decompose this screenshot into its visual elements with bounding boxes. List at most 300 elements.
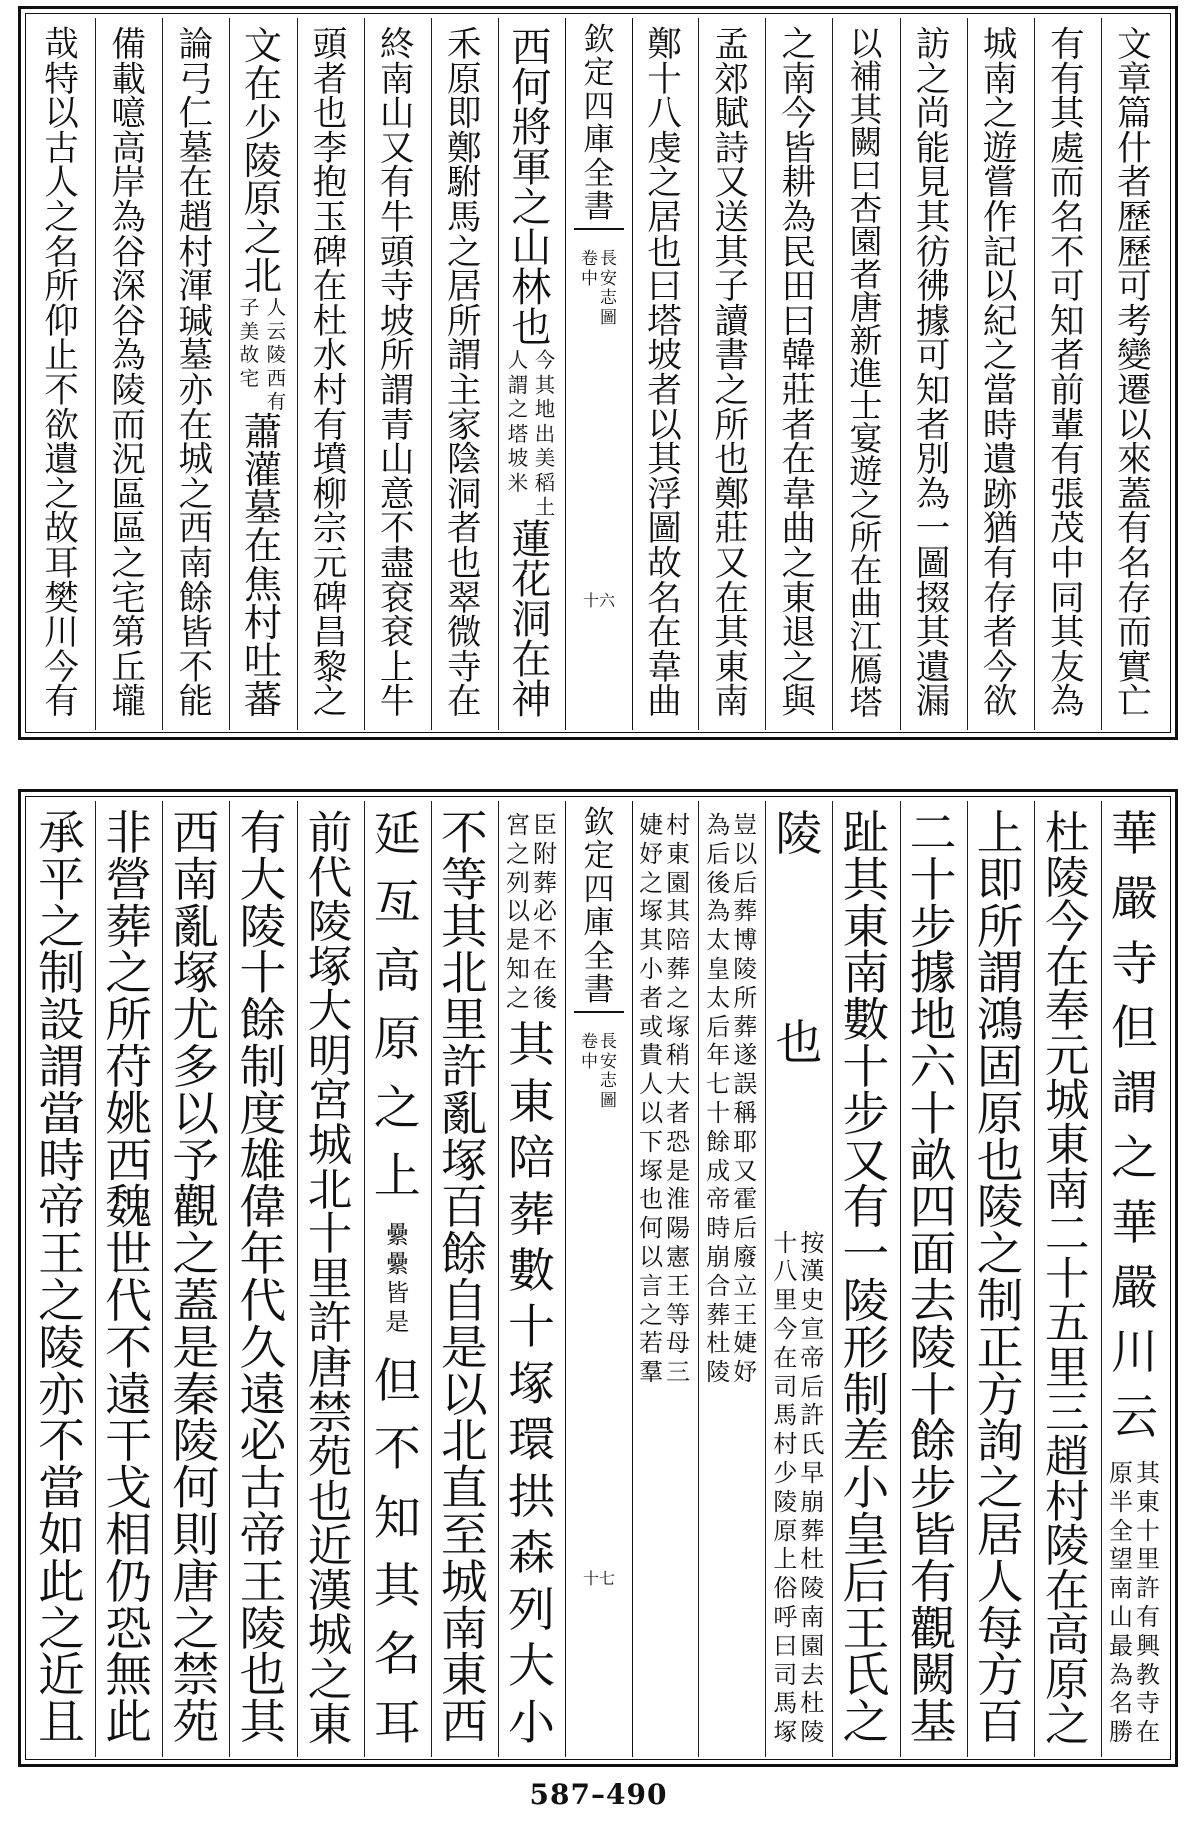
main-text-char: 碑: [312, 232, 348, 273]
main-text-char: 洞: [511, 596, 552, 643]
main-text-char: 禁: [307, 1386, 353, 1439]
main-text-char: 西: [172, 807, 220, 861]
main-text-char: 者: [447, 509, 482, 550]
main-text-char: 亂: [172, 900, 220, 955]
main-text-char: 之: [781, 25, 817, 65]
main-text-char: 哉: [44, 25, 79, 65]
main-text-char: 止: [44, 336, 79, 377]
main-text-char: 在: [647, 613, 682, 654]
main-text-char: 可: [1117, 267, 1152, 308]
main-text-char: 莊: [781, 370, 817, 411]
main-text-char: 之: [511, 185, 552, 232]
note-line: 人 云 陵 西 有: [266, 296, 287, 414]
main-text-char: 焦: [243, 562, 283, 608]
main-text-char: 前: [307, 807, 353, 859]
main-text-char: 猶: [982, 509, 1018, 550]
main-text-char: 西: [105, 1134, 153, 1189]
text-column: [903, 807, 963, 1751]
main-text-char: 子: [714, 267, 749, 308]
note-line: 今 其 地 出 美 稻 土: [534, 348, 556, 520]
main-text-char: 青: [379, 405, 415, 446]
main-text-char: 村: [178, 232, 214, 273]
main-text-char: 園: [849, 221, 883, 261]
main-text-char: 以: [982, 267, 1018, 308]
main-text-char: 宴: [849, 419, 883, 459]
main-text-char: 二: [1045, 1208, 1090, 1261]
main-text-char: 久: [239, 1321, 287, 1376]
main-text-char: 蓋: [1117, 474, 1152, 515]
main-text-char: 遊: [849, 452, 883, 492]
main-text-char: 高: [1045, 1609, 1090, 1662]
main-text-char: 許: [440, 1040, 488, 1095]
main-text-char: 袞: [379, 613, 415, 654]
main-text-char: 而: [1050, 163, 1085, 204]
main-text-char: 曲: [849, 584, 883, 624]
main-text-char: 平: [38, 853, 85, 908]
main-text-char: 存: [1117, 578, 1152, 619]
main-text-char: 袞: [379, 578, 415, 619]
main-text-char: 知: [373, 1490, 421, 1546]
main-text-char: 備: [111, 25, 146, 65]
main-text-char: 塚: [440, 1134, 488, 1189]
main-text-char: 其: [440, 900, 488, 955]
note-line: 纍 纍 皆 是: [385, 1221, 410, 1336]
column-rule: [832, 801, 833, 1757]
main-text-char: 無: [105, 1649, 153, 1704]
main-text-char: 南: [1045, 1163, 1090, 1216]
main-text-char: 韋: [647, 647, 682, 688]
main-text-char: 駙: [447, 163, 482, 204]
main-text-char: 也: [976, 1134, 1024, 1189]
main-text-char: 柳: [312, 474, 348, 515]
main-text-char: 鴈: [849, 650, 883, 690]
main-text-char: 塔: [647, 301, 682, 342]
main-text-char: 第: [111, 613, 146, 654]
main-text-char: 原: [1045, 1653, 1090, 1706]
main-text-char: 形: [842, 1321, 890, 1376]
main-text-char: 所: [105, 994, 153, 1049]
main-text-char: 帝: [38, 1181, 85, 1236]
main-text-char: 頭: [312, 25, 348, 65]
main-text-char: 所: [447, 301, 482, 342]
volume-label: [566, 250, 632, 328]
main-text-char: 也: [447, 543, 482, 584]
main-text-char: 其: [1050, 613, 1085, 654]
main-text-char: 王: [842, 1602, 890, 1657]
volume-label: [566, 1033, 632, 1111]
main-text-char: 其: [239, 1696, 287, 1751]
main-text-char: 年: [239, 1228, 287, 1283]
main-text-char: 大: [307, 985, 353, 1038]
main-text-char: 在: [243, 62, 283, 108]
main-text-char: 代: [307, 851, 353, 904]
main-text-char: 江: [849, 617, 883, 657]
main-text-char: 十: [909, 853, 957, 908]
main-text-char: 十: [647, 59, 682, 100]
main-text-char: 基: [909, 1696, 957, 1751]
main-text-char: 見: [915, 163, 951, 204]
main-text-char: 之: [312, 682, 348, 723]
main-text-char: 闕: [909, 1649, 957, 1704]
main-text-char: 南: [178, 543, 214, 584]
main-text-char: 南: [714, 682, 749, 723]
main-text-char: 知: [1050, 301, 1085, 342]
main-text-char: 禁: [172, 1649, 220, 1704]
main-text-char: 欲: [44, 405, 79, 446]
main-text-char: 西: [178, 509, 214, 550]
main-text-char: 而: [1117, 613, 1152, 654]
main-text-char: 輩: [1050, 405, 1085, 446]
note-line: 宮 之 列 以 是 知 之: [505, 811, 530, 1012]
main-text-char: 塚: [507, 1356, 555, 1412]
main-text-char: 在: [781, 440, 817, 481]
main-text-char: 其: [1050, 94, 1085, 135]
main-text-char: 什: [1117, 128, 1152, 169]
main-text-char: 秦: [172, 1368, 220, 1423]
main-text-char: 方: [976, 1649, 1024, 1704]
column-rule: [1034, 18, 1035, 730]
fold-gutter: [565, 18, 633, 730]
text-column: [1037, 807, 1097, 1751]
main-text-char: 南: [440, 1602, 488, 1657]
main-text-char: 耳: [44, 543, 79, 584]
main-text-char: 坡: [379, 301, 415, 342]
main-text-char: 東: [307, 1698, 353, 1751]
main-text-char: 禾: [447, 25, 482, 65]
book-title: 長 安 志 圖: [600, 1032, 617, 1111]
main-text-char: 者: [849, 254, 883, 294]
main-text-char: 里: [1045, 1341, 1090, 1394]
main-text-char: 賦: [714, 94, 749, 135]
note-line: 婕 妤 之 塚 其 小 者 或 貴 人 以 下 塚 也 何 以 言 之 若 羣: [639, 811, 664, 1387]
main-text-char: 雄: [239, 1134, 287, 1189]
text-column: [501, 811, 561, 1751]
column-rule: [967, 801, 968, 1757]
main-text-char: 歷: [1117, 197, 1152, 238]
main-text-char: 鄭: [714, 474, 749, 515]
main-text-char: 以: [647, 405, 682, 446]
main-text-char: 不: [105, 1321, 153, 1376]
main-text-char: 載: [111, 59, 146, 100]
main-text-char: 之: [243, 215, 283, 261]
main-text-char: 別: [915, 440, 951, 481]
main-text-char: 跡: [982, 474, 1018, 515]
main-text-char: 馬: [447, 197, 482, 238]
main-text-char: 家: [447, 405, 482, 446]
main-text-char: 寺: [447, 647, 482, 688]
main-text-char: 主: [447, 370, 482, 411]
text-column: [166, 807, 226, 1751]
main-text-char: 可: [915, 336, 951, 377]
main-text-char: 可: [1050, 267, 1085, 308]
main-text-char: 為: [1050, 682, 1085, 723]
main-text-char: 謂: [38, 1040, 85, 1095]
main-text-char: 者: [647, 370, 682, 411]
main-text-char: 作: [982, 197, 1018, 238]
main-text-char: 所: [714, 405, 749, 446]
interlinear-note: [705, 811, 758, 1387]
main-text-char: 許: [307, 1297, 353, 1350]
library-title: 欽 定 四 庫 全 書: [583, 805, 615, 1009]
main-text-char: 在: [1045, 1564, 1090, 1617]
main-text-char: 也: [312, 94, 348, 135]
main-text-char: 虔: [647, 128, 682, 169]
main-text-char: 將: [511, 105, 552, 152]
main-text-char: 考: [1117, 301, 1152, 342]
main-text-char: 今: [781, 94, 817, 135]
main-text-char: 據: [909, 947, 957, 1002]
main-text-char: 陵: [842, 1274, 890, 1329]
main-text-char: 在: [447, 682, 482, 723]
main-text-char: 山: [379, 440, 415, 481]
main-text-char: 高: [373, 943, 421, 999]
main-text-char: 黎: [312, 647, 348, 688]
main-text-char: 所: [849, 518, 883, 558]
text-column: [233, 24, 293, 723]
main-text-char: 在: [312, 267, 348, 308]
main-text-char: 之: [849, 485, 883, 525]
main-text-char: 頭: [379, 232, 415, 273]
main-text-char: 前: [1050, 370, 1085, 411]
main-text-char: 此: [105, 1696, 153, 1751]
main-text-char: 等: [440, 853, 488, 908]
main-text-char: 亦: [38, 1368, 85, 1423]
main-text-char: 曰: [781, 301, 817, 342]
main-text-char: 餘: [239, 994, 287, 1049]
main-text-char: 墓: [178, 336, 214, 377]
main-text-char: 遠: [105, 1368, 153, 1423]
main-text-char: 其: [373, 1559, 421, 1615]
main-text-char: 陵: [239, 900, 287, 955]
column-rule: [229, 801, 230, 1757]
text-column: [367, 25, 427, 723]
main-text-char: 原: [976, 1087, 1024, 1142]
main-text-char: 至: [440, 1508, 488, 1563]
main-text-char: 東: [440, 1649, 488, 1704]
library-title: 欽 定 四 庫 全 書: [583, 22, 615, 226]
main-text-char: 以: [1117, 405, 1152, 446]
main-text-char: 名: [1050, 197, 1085, 238]
main-text-char: 遺: [982, 440, 1018, 481]
main-text-char: 上: [379, 647, 415, 688]
top-page-frame: [18, 6, 1178, 740]
column-rule: [832, 18, 833, 730]
main-text-char: 所: [379, 336, 415, 377]
main-text-char: 之: [38, 900, 85, 955]
main-text-char: 南: [379, 59, 415, 100]
main-text-char: 補: [849, 56, 883, 96]
main-text-char: 渾: [178, 267, 214, 308]
main-text-char: 居: [976, 1508, 1024, 1563]
main-text-char: 東: [714, 647, 749, 688]
main-text-char: 名: [1117, 543, 1152, 584]
note-line: 臣 附 葬 必 不 在 後: [532, 811, 557, 1012]
main-text-char: 南: [781, 59, 817, 100]
text-column: [99, 807, 159, 1751]
main-text-char: 之: [105, 947, 153, 1002]
main-text-char: 書: [714, 336, 749, 377]
text-column: [300, 25, 360, 723]
text-column: [970, 807, 1030, 1751]
main-text-char: 之: [915, 59, 951, 100]
main-text-char: 尚: [915, 94, 951, 135]
interlinear-note: [638, 811, 691, 1387]
main-text-char: 之: [447, 232, 482, 273]
main-text-char: 終: [379, 25, 415, 65]
main-text-char: 皆: [781, 128, 817, 169]
main-text-char: 東: [842, 900, 890, 955]
main-text-char: 世: [105, 1228, 153, 1283]
main-text-char: 干: [105, 1415, 153, 1470]
main-text-char: 玉: [312, 197, 348, 238]
main-text-char: 杜: [312, 301, 348, 342]
main-text-char: 陵: [243, 138, 283, 184]
main-text-char: 是: [440, 1321, 488, 1376]
folio-number: 十七: [582, 1568, 615, 1588]
main-text-char: 四: [909, 1181, 957, 1236]
main-text-char: 有: [982, 543, 1018, 584]
main-text-char: 之: [982, 336, 1018, 377]
main-text-char: 原: [447, 59, 482, 100]
main-text-char: 北: [440, 1415, 488, 1470]
note-line: 村 東 園 其 陪 葬 之 塚 稍 大 者 恐 是 淮 陽 憲 王 等 母 三: [666, 811, 691, 1387]
main-text-char: 拱: [507, 1469, 555, 1525]
main-text-char: 時: [38, 1134, 85, 1189]
main-text-char: 噫: [111, 94, 146, 135]
main-text-char: 原: [243, 177, 283, 223]
main-text-char: 碑: [312, 578, 348, 619]
main-text-char: 古: [239, 1462, 287, 1517]
column-rule: [900, 18, 901, 730]
column-rule: [1101, 18, 1102, 730]
text-column: [32, 807, 92, 1751]
main-text-char: 延: [373, 807, 421, 862]
main-text-char: 灌: [243, 447, 283, 493]
main-text-char: 謂: [976, 947, 1024, 1002]
main-text-char: 為: [111, 336, 146, 377]
main-text-char: 漏: [915, 682, 951, 723]
main-text-char: 又: [379, 128, 415, 169]
main-text-char: 上: [373, 1148, 421, 1204]
main-text-char: 牛: [379, 682, 415, 723]
column-rule: [1101, 801, 1102, 1757]
main-text-char: 蕭: [243, 409, 283, 455]
main-text-char: 韓: [781, 336, 817, 377]
main-text-char: 觀: [909, 1602, 957, 1657]
main-text-char: 區: [111, 474, 146, 515]
main-text-char: 以: [440, 1368, 488, 1423]
main-text-char: 之: [781, 543, 817, 584]
main-text-char: 之: [1045, 1698, 1090, 1751]
text-column: [769, 25, 829, 723]
main-text-char: 華: [1110, 1195, 1158, 1251]
main-text-char: 者: [312, 59, 348, 100]
main-text-char: 不: [440, 807, 488, 861]
main-text-char: 闕: [849, 122, 883, 162]
main-text-char: 塔: [849, 683, 883, 723]
main-text-char: 予: [172, 1134, 220, 1189]
main-text-char: 寺: [1110, 936, 1158, 992]
main-text-char: 亡: [1117, 682, 1152, 723]
main-text-char: 李: [312, 128, 348, 169]
main-text-char: 也: [239, 1649, 287, 1704]
main-text-char: 樊: [44, 578, 79, 619]
main-text-char: 瑊: [178, 301, 214, 342]
main-text-char: 村: [312, 370, 348, 411]
main-text-char: 十: [909, 1368, 957, 1423]
main-text-char: 北: [307, 1163, 353, 1216]
main-text-char: 宗: [312, 509, 348, 550]
main-text-char: 村: [243, 601, 283, 647]
main-text-char: 五: [1045, 1297, 1090, 1350]
column-rule: [162, 18, 163, 730]
main-text-char: 多: [172, 1040, 220, 1095]
main-text-char: 者: [1117, 163, 1152, 204]
main-text-char: 民: [781, 232, 817, 273]
main-text-char: 在: [243, 524, 283, 570]
interlinear-note: [384, 1221, 410, 1336]
main-text-char: 掇: [915, 578, 951, 619]
main-text-char: 百: [976, 1696, 1024, 1751]
main-text-char: 一: [915, 509, 951, 550]
page-number-footer: 587–490: [529, 1778, 668, 1811]
main-text-char: 古: [44, 128, 79, 169]
main-text-char: 大: [507, 1639, 555, 1695]
main-text-char: 之: [172, 1602, 220, 1657]
main-text-char: 鄭: [447, 128, 482, 169]
main-text-char: 直: [440, 1462, 488, 1517]
main-text-char: 壠: [111, 682, 146, 723]
main-text-char: 之: [714, 370, 749, 411]
main-text-char: 其: [842, 853, 890, 908]
main-text-char: 有: [1117, 509, 1152, 550]
main-text-char: 數: [842, 994, 890, 1049]
main-text-char: 之: [178, 474, 214, 515]
main-text-char: 之: [38, 1274, 85, 1329]
main-text-char: 正: [976, 1321, 1024, 1376]
text-column: [903, 25, 963, 723]
main-text-char: 訪: [915, 25, 951, 65]
text-column: [434, 807, 494, 1751]
main-text-char: 不: [373, 1422, 421, 1478]
main-text-char: 嚴: [1110, 871, 1158, 927]
main-text-char: 詢: [976, 1415, 1024, 1470]
main-text-char: 名: [647, 578, 682, 619]
text-column: [702, 25, 762, 723]
text-column: [233, 807, 293, 1751]
main-text-char: 彷: [915, 232, 951, 273]
main-text-char: 元: [1045, 1029, 1090, 1082]
main-text-char: 陵: [239, 1602, 287, 1657]
main-text-char: 不: [379, 509, 415, 550]
main-text-char: 相: [105, 1508, 153, 1563]
main-text-char: 其: [714, 613, 749, 654]
main-text-char: 十: [842, 1040, 890, 1095]
main-text-char: 不: [178, 647, 214, 688]
main-text-char: 不: [44, 370, 79, 411]
main-text-char: 陵: [307, 896, 353, 949]
main-text-char: 陰: [447, 440, 482, 481]
main-text-char: 謂: [1110, 1066, 1158, 1122]
main-text-char: 仰: [44, 301, 79, 342]
main-text-char: 不: [38, 1415, 85, 1470]
book-title: 長 安 志 圖: [600, 249, 617, 328]
main-text-char: 士: [849, 386, 883, 426]
main-text-char: 鴻: [976, 994, 1024, 1049]
main-text-char: 有: [379, 163, 415, 204]
main-text-char: 同: [1050, 578, 1085, 619]
main-text-char: 莊: [714, 509, 749, 550]
